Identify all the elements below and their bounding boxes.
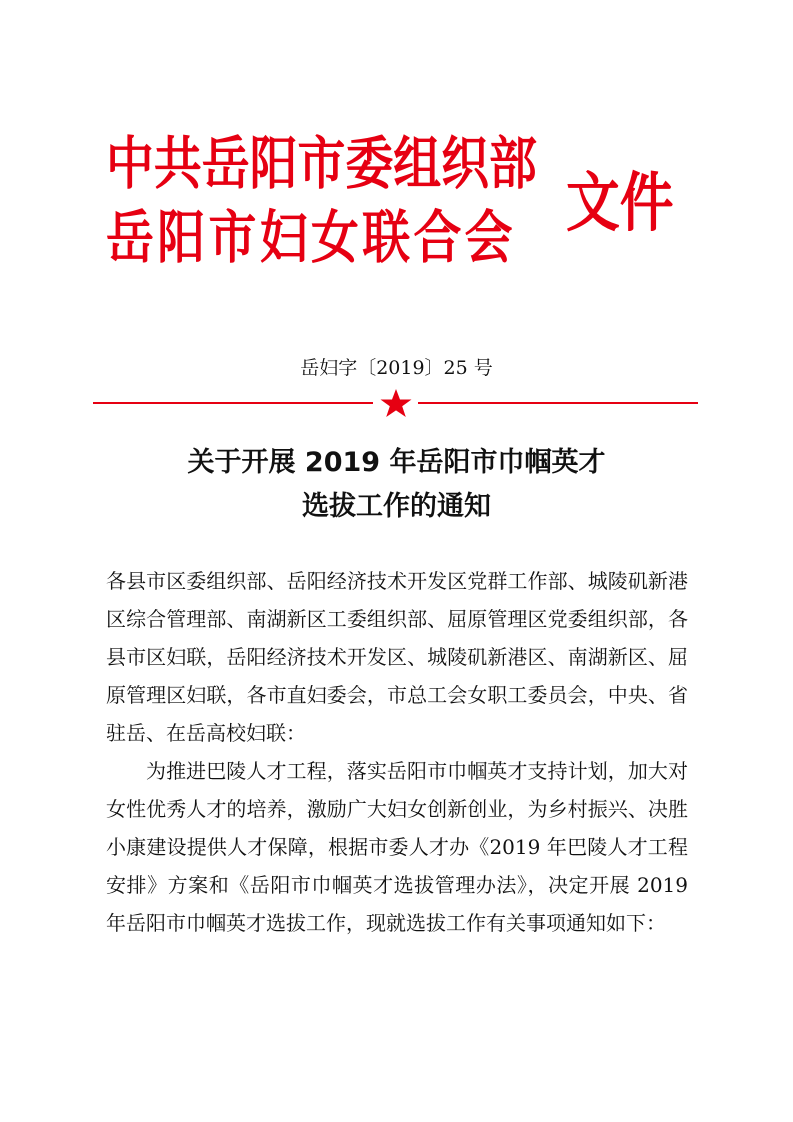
salutation-text: 各县市区委组织部、岳阳经济技术开发区党群工作部、城陵矶新港区综合管理部、南湖新区工委组织部、屈原管理区党委组织部，各县市区妇联，岳阳经济技术开发区、城陵矶新港区、南湖新区、屈原管理区妇联，各市直妇委会，市总工会女职工委员会，中央、省驻岳、在岳高校妇联： <box>106 569 688 745</box>
paragraph-text: 为推进巴陵人才工程，落实岳阳市巾帼英才支持计划，加大对女性优秀人才的培养，激励广大妇女创新创业，为乡村振兴、决胜小康建设提供人才保障，根据市委人才办《2019 年巴陵人才工程安排》方案和《岳阳市巾帼英才选拔管理办法》，决定开展 2019 年岳阳市巾帼英才选拔工作，现就选拔工作有关事项通知如下： <box>106 759 688 935</box>
divider-line-right <box>418 402 698 404</box>
body-paragraph-1 <box>106 752 688 942</box>
notice-title-line2: 选拔工作的通知 <box>302 491 491 522</box>
notice-title-line1: 关于开展 2019 年岳阳市巾帼英才 <box>187 447 606 478</box>
salutation <box>106 562 688 752</box>
star-icon <box>379 388 413 418</box>
document-number: 岳妇字〔2019〕25 号 <box>300 357 493 379</box>
issuer-line-womens-federation: 岳阳市妇女联合会 <box>106 204 516 271</box>
divider-line-left <box>93 402 373 404</box>
issuer-line-organization-department: 中共岳阳市委组织部 <box>106 130 537 197</box>
document-label: 文件 <box>566 166 674 241</box>
